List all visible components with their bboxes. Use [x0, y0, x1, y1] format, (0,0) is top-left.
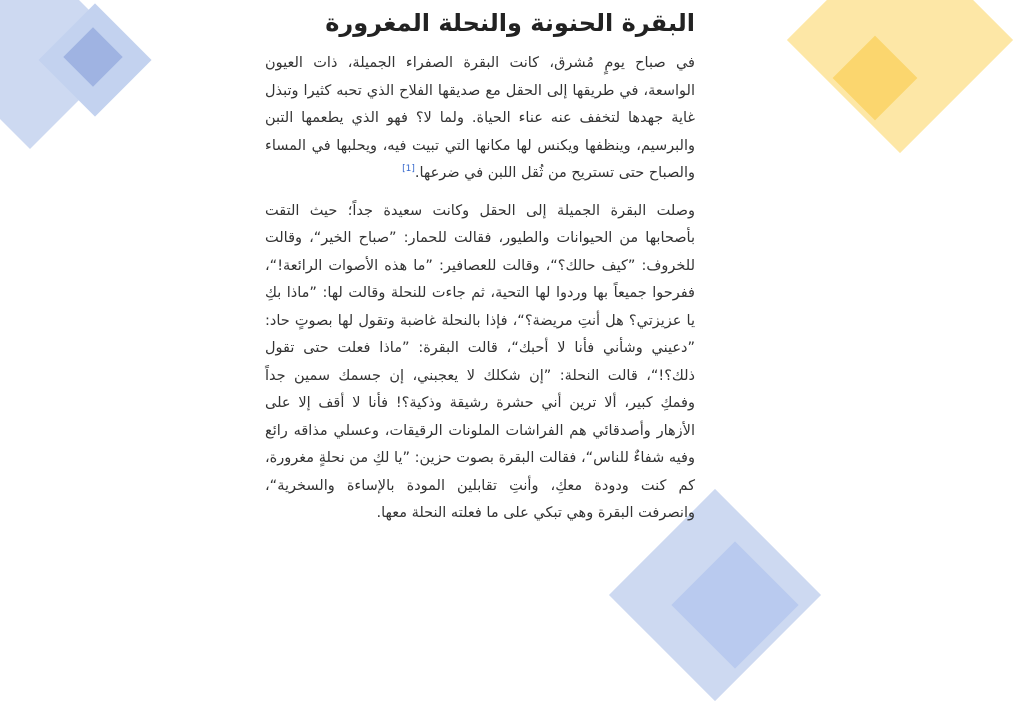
reference-link[interactable]: [1] — [402, 164, 415, 175]
article — [265, 0, 695, 576]
article-title: البقرة الحنونة والنحلة المغرورة — [325, 9, 695, 37]
article-paragraph-2: وصلت البقرة الجميلة إلى الحقل وكانت سعيدة جداً؛ حيث التقت بأصحابها من الحيوانات والطيور، فقالت للحمار: ”صباح الخير“، وقالت للخروف: ”كيف حالك؟“، وقالت للعصافير: ”ما هذه الأصوات الرائعة!“، ففرحوا جميعاً بها وردوا لها التحية، ثم جاءت للنحلة وقالت لها: ”ماذا بكِ يا عزيزتي؟ هل أنتِ مريضة؟“، فإذا بالنحلة غاضبة وتقول لها بصوتٍ حاد: ”دعيني وشأني فأنا لا أحبك“، قالت البقرة: ”ماذا فعلت حتى تقول ذلك؟!“، قالت النحلة: ”إن شكلك لا يعجبني، إن جسمك سمين جداً وفمكِ كبير، ألا ترين أني حشرة رشيقة وذكية؟! فأنا لا أقف إلا على الأزهار وأصدقائي هم الفراشات الملونات الرقيقات، وعسلي مذاقه رائع وفيه شفاءٌ للناس“، فقالت البقرة بصوت حزين: ”يا لكِ من نحلةٍ مغرورة، كم كنت ودودة معكِ، وأنتِ تقابلين المودة بالإساءة والسخرية“، وانصرفت البقرة وهي تبكي على ما فعلته النحلة معها. — [265, 202, 695, 521]
article-paragraph-1 — [265, 50, 695, 188]
paragraph-1-text: في صباح يومٍ مُشرق، كانت البقرة الصفراء الجميلة، ذات العيون الواسعة، في طريقها إلى الحقل مع صديقها الفلاح الذي تحبه كثيرا وتبذل غاية جهدها لتخفف عنه عناء الحياة. ولما لا؟ فهو الذي يطعمها التبن والبرسيم، وينظفها ويكنس لها مكانها التي تبيت فيه، ويحلبها في المساء والصباح حتى تستريح من ثُقل اللبن في ضرعها. — [265, 55, 695, 181]
